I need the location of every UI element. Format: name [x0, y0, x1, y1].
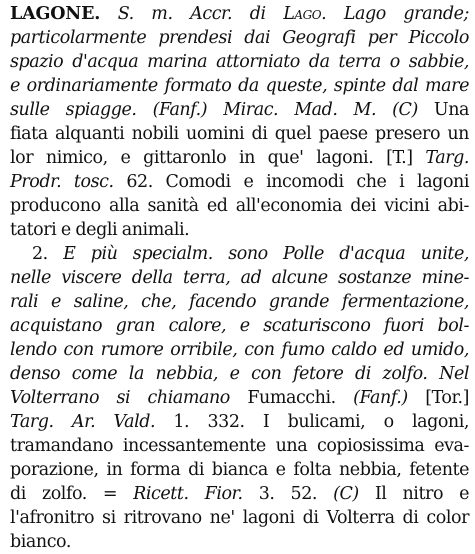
quotation-text: di zolfo. = [10, 484, 134, 504]
gloss: Volterrano si chiamano [10, 388, 248, 408]
grammar-note: S. m. Accr. di [117, 4, 284, 24]
source-citation: Targ. Ar. Vald. [10, 412, 174, 432]
entry-line: acquistano gran calore, e scaturiscono fuori bol- [10, 316, 469, 336]
entry-line: l'afronitro si ritrovano ne' lagoni di Volterra di color [10, 508, 469, 528]
entry-line: tatori e degli animali. [10, 220, 190, 240]
quotation-text: Il nitro e [374, 484, 469, 504]
quotation-text: lor nimico, e gittaronlo in que' lagoni. [10, 148, 387, 168]
source-citation: Targ. [425, 148, 469, 168]
source-citation: Prodr. tosc. [10, 172, 127, 192]
sense-number: 2. [32, 244, 64, 264]
entry-line: particolarmente prendesi dai Geografi per Piccolo [10, 28, 469, 48]
entry-line: rali e saline, che, facendo grande fermentazione, [10, 292, 469, 312]
source-citation: (Fanf.) [353, 388, 426, 408]
headword: LAGONE. [10, 4, 101, 24]
entry-line [10, 2, 469, 26]
entry-line: nelle viscere della terra, ad alcune sostanze mine- [10, 268, 469, 288]
entry-line [10, 146, 469, 170]
entry-line: porazione, in forma di bianca e folta nebbia, fetente [10, 460, 469, 480]
entry-line: denso come la nebbia, e con fetore di zolfo. Nel [10, 364, 469, 384]
gloss: E più specialm. sono Polle d'acqua unite, [63, 244, 469, 264]
gloss: . Lago grande; [321, 4, 469, 24]
entry-line [10, 98, 469, 122]
entry-line: fiata alquanti nobili uomini di quel paese presero un [10, 124, 469, 144]
editor-tag: [T.] [386, 148, 426, 168]
editor-tag: [Tor.] [425, 388, 469, 408]
quotation-text: 1. 332. I bulicami, o lagoni, [173, 412, 469, 432]
gloss: sulle spiagge. [10, 100, 153, 120]
entry-line: e ordinariamente formato da queste, spinte dal mare [10, 76, 469, 96]
quotation-text: Una [433, 100, 469, 120]
entry-line: lendo con rumore orribile, con fumo caldo ed umido, [10, 340, 469, 360]
source-citation: (C) [333, 484, 375, 504]
entry-line: bianco. [10, 532, 71, 552]
entry-line [10, 242, 469, 266]
source-citation: Mirac. Mad. M. (C) [223, 100, 434, 120]
entry-line: tramandano incessantemente una copiosissima eva- [10, 436, 469, 456]
local-term: Fumacchi. [247, 388, 354, 408]
entry-line: spazio d'acqua marina attorniato da terra o sabbie, [10, 52, 469, 72]
entry-line [10, 410, 469, 434]
source-citation: Ricett. Fior. [133, 484, 259, 504]
entry-line [10, 482, 469, 506]
entry-line [10, 170, 469, 194]
entry-line [10, 386, 469, 410]
quotation-text: 62. Comodi e incomodi che i lagoni [126, 172, 469, 192]
entry-line: producono alla sanità ed all'economia dei vicini abi- [10, 196, 469, 216]
citation-number: 3. 52. [258, 484, 334, 504]
source-citation: (Fanf.) [152, 100, 224, 120]
root-word: Lago [283, 4, 322, 24]
